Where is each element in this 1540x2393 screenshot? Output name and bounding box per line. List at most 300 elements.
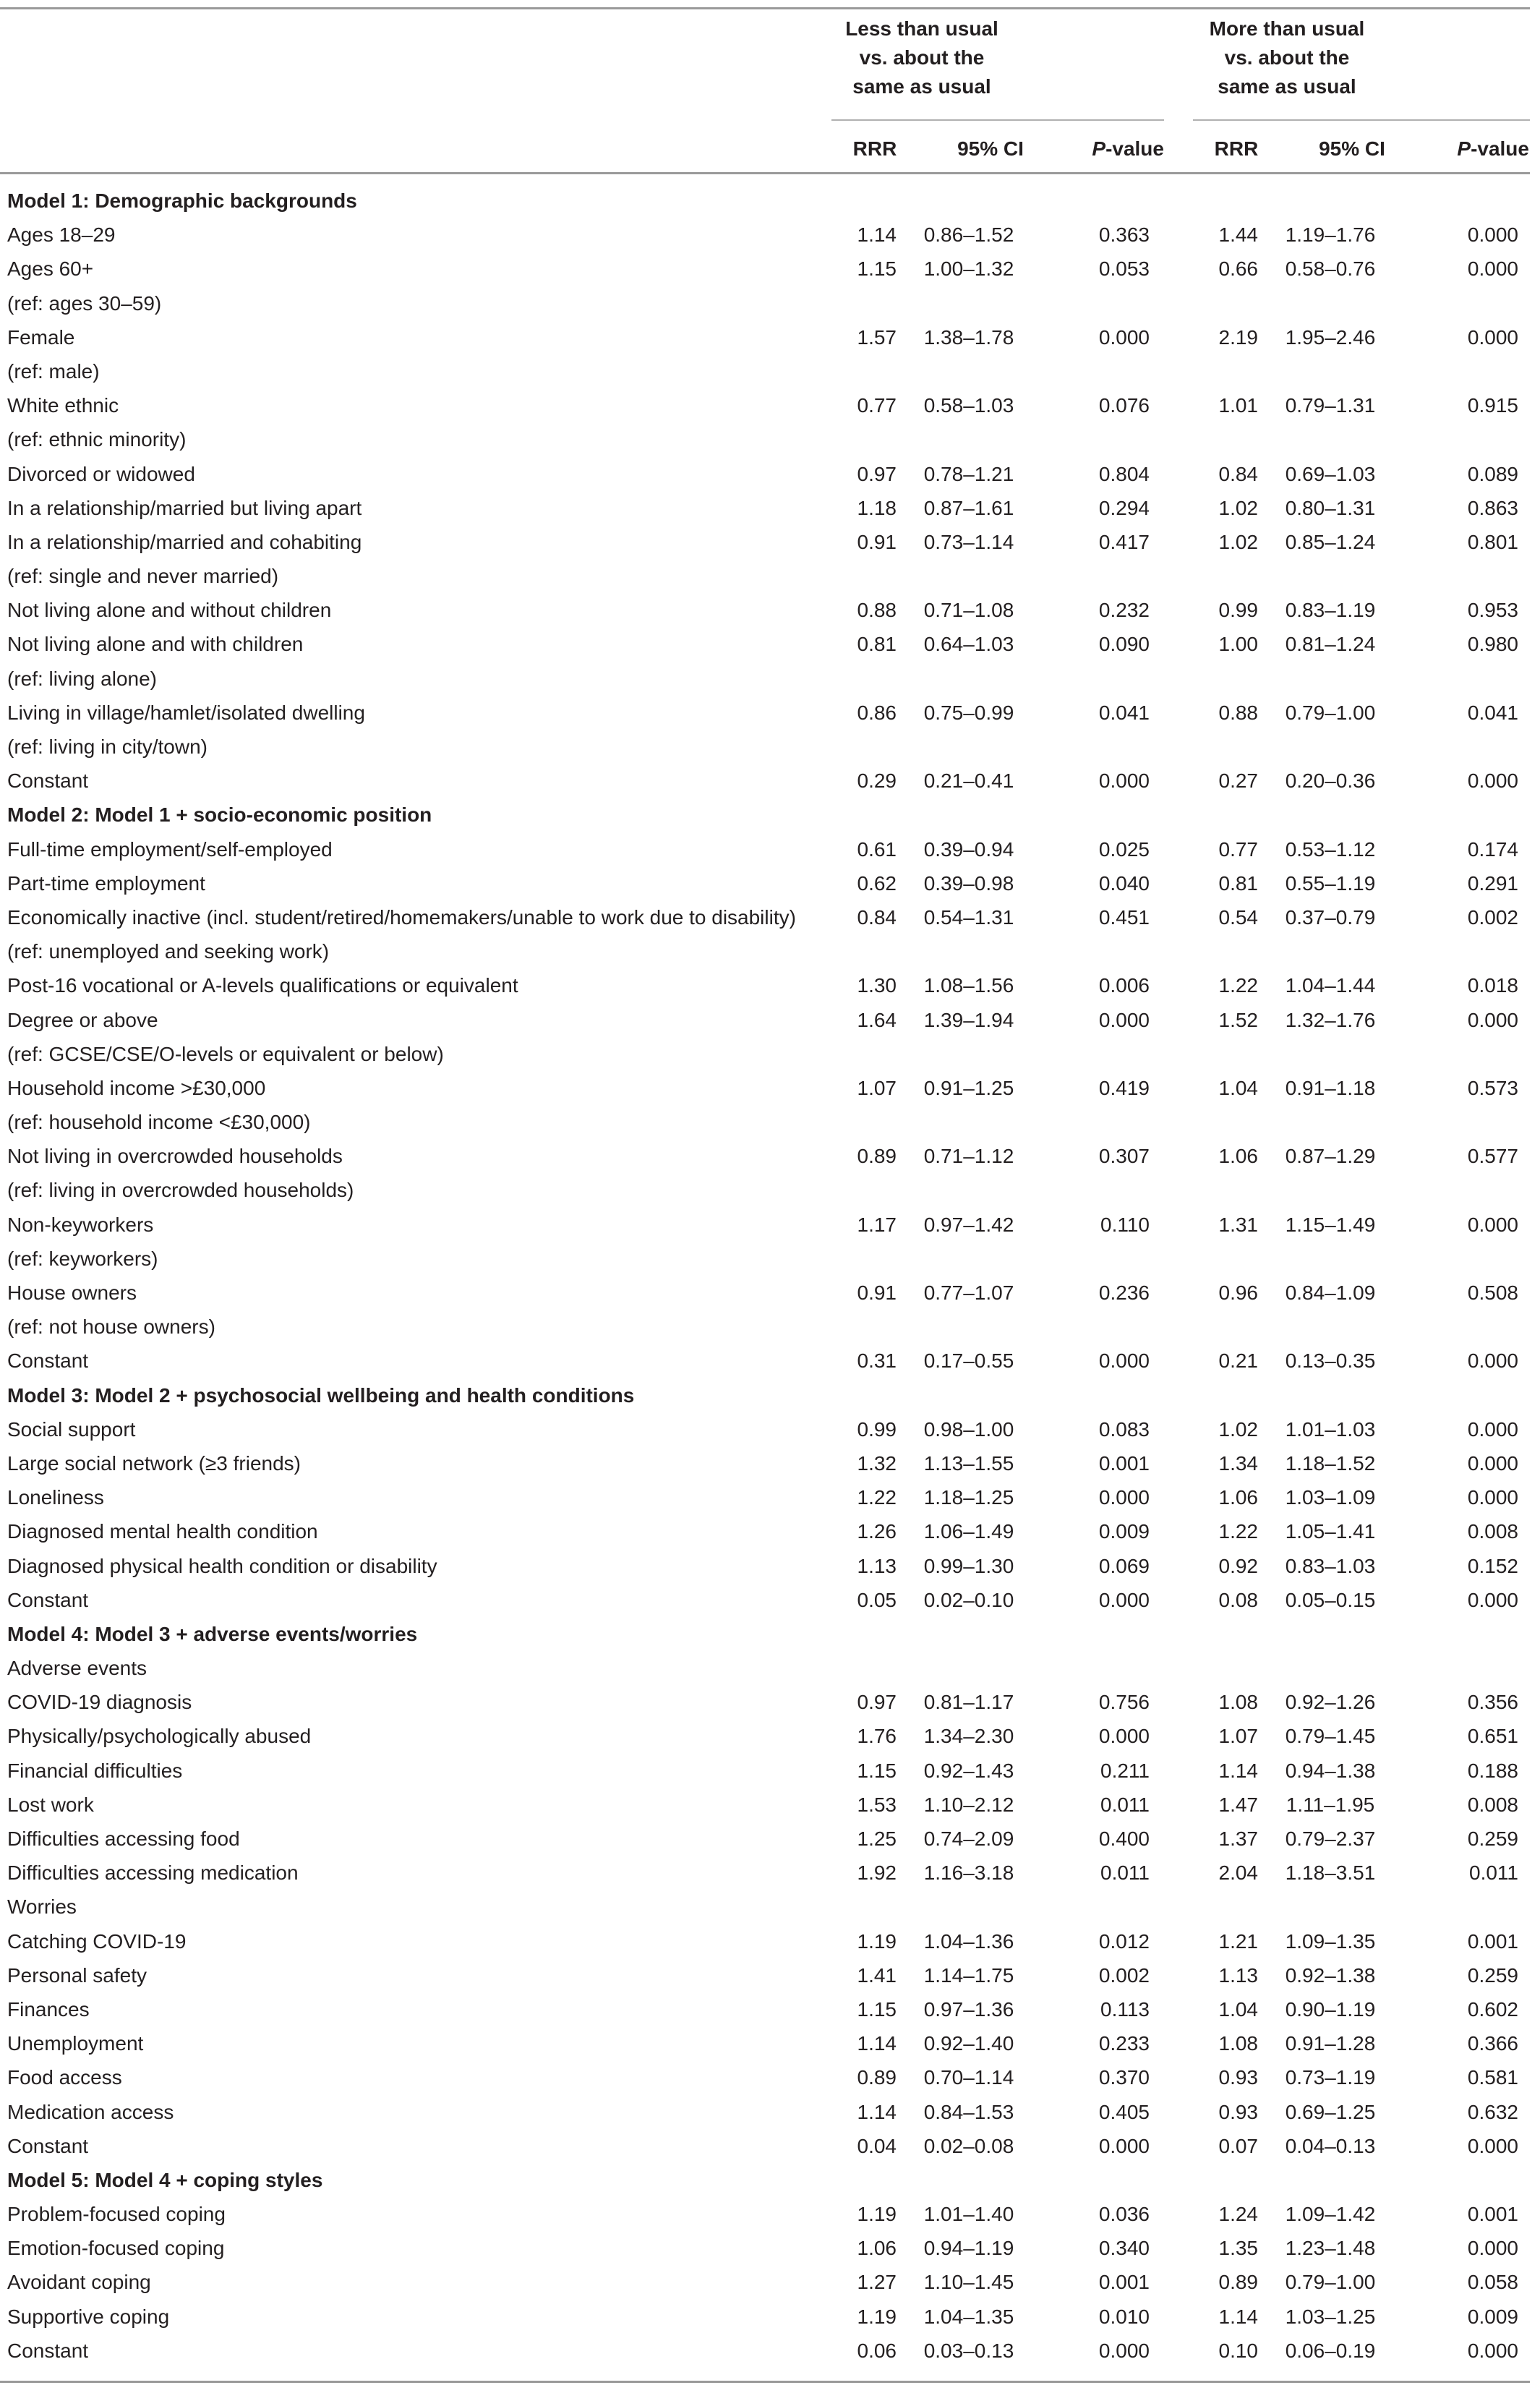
cell-rrr-more: 1.35 bbox=[1218, 2237, 1258, 2260]
cell-ci-less: 1.16–3.18 bbox=[923, 1861, 1014, 1885]
cell-ci-more: 0.79–1.45 bbox=[1285, 1725, 1376, 1748]
table-row bbox=[0, 1685, 1530, 1719]
section-title: Model 4: Model 3 + adverse events/worries bbox=[7, 1622, 418, 1645]
cell-rrr-more: 2.19 bbox=[1218, 325, 1258, 349]
row-label: Medication access bbox=[7, 2100, 174, 2123]
cell-pvalue-more: 0.602 bbox=[1467, 1997, 1518, 2021]
cell-pvalue-less: 0.307 bbox=[1098, 1145, 1150, 1168]
cell-pvalue-more: 0.000 bbox=[1467, 769, 1518, 793]
cell-ci-less: 0.97–1.36 bbox=[923, 1997, 1014, 2021]
cell-rrr-less: 0.97 bbox=[857, 1691, 897, 1714]
cell-ci-more: 0.83–1.03 bbox=[1285, 1554, 1376, 1577]
cell-ci-more: 0.91–1.18 bbox=[1285, 1076, 1376, 1099]
row-label: Ages 18–29 bbox=[7, 223, 116, 247]
cell-ci-less: 0.86–1.52 bbox=[923, 223, 1014, 247]
cell-pvalue-more: 0.000 bbox=[1467, 1213, 1518, 1236]
cell-ci-less: 0.94–1.19 bbox=[923, 2237, 1014, 2260]
table-row bbox=[0, 1003, 1530, 1037]
row-label: White ethnic bbox=[7, 394, 119, 417]
row-label: Social support bbox=[7, 1417, 136, 1441]
table-row bbox=[0, 1310, 1530, 1344]
cell-ci-less: 0.92–1.43 bbox=[923, 1759, 1014, 1782]
table-row bbox=[0, 1139, 1530, 1173]
row-label: Non-keyworkers bbox=[7, 1213, 154, 1236]
cell-rrr-more: 0.21 bbox=[1218, 1349, 1258, 1373]
cell-rrr-less: 1.64 bbox=[857, 1008, 897, 1031]
row-label: Food access bbox=[7, 2066, 122, 2089]
row-label: Living in village/hamlet/isolated dwelling bbox=[7, 701, 365, 724]
section-header-row bbox=[0, 1378, 1530, 1412]
cell-rrr-more: 0.81 bbox=[1218, 871, 1258, 895]
cell-pvalue-less: 0.090 bbox=[1098, 633, 1150, 656]
cell-rrr-less: 0.84 bbox=[857, 905, 897, 929]
cell-pvalue-more: 0.000 bbox=[1467, 1451, 1518, 1475]
cell-ci-more: 0.79–1.00 bbox=[1285, 2271, 1376, 2294]
cell-ci-more: 1.01–1.03 bbox=[1285, 1417, 1376, 1441]
cell-rrr-more: 0.93 bbox=[1218, 2100, 1258, 2123]
cell-rrr-less: 1.17 bbox=[857, 1213, 897, 1236]
cell-ci-less: 0.70–1.14 bbox=[923, 2066, 1014, 2089]
row-label: Ages 60+ bbox=[7, 257, 94, 281]
cell-pvalue-less: 0.000 bbox=[1098, 769, 1150, 793]
cell-rrr-less: 1.19 bbox=[857, 1929, 897, 1953]
col-header-ci-2: 95% CI bbox=[1319, 137, 1385, 160]
cell-pvalue-less: 0.232 bbox=[1098, 599, 1150, 622]
cell-pvalue-more: 0.573 bbox=[1467, 1076, 1518, 1099]
cell-rrr-more: 1.14 bbox=[1218, 2305, 1258, 2328]
table-row bbox=[0, 1754, 1530, 1788]
cell-pvalue-more: 0.863 bbox=[1467, 496, 1518, 519]
cell-ci-more: 1.18–1.52 bbox=[1285, 1451, 1376, 1475]
cell-pvalue-more: 0.632 bbox=[1467, 2100, 1518, 2123]
row-label: (ref: keyworkers) bbox=[7, 1247, 158, 1270]
table-row bbox=[0, 2095, 1530, 2129]
cell-rrr-more: 0.89 bbox=[1218, 2271, 1258, 2294]
cell-rrr-more: 1.14 bbox=[1218, 1759, 1258, 1782]
group-underline-1 bbox=[831, 119, 1164, 121]
cell-pvalue-less: 0.233 bbox=[1098, 2032, 1150, 2055]
cell-pvalue-less: 0.113 bbox=[1100, 1997, 1150, 2021]
top-rule bbox=[0, 7, 1530, 9]
table-row bbox=[0, 1822, 1530, 1856]
cell-rrr-less: 0.91 bbox=[857, 1281, 897, 1304]
cell-rrr-more: 1.04 bbox=[1218, 1997, 1258, 2021]
cell-ci-more: 0.58–0.76 bbox=[1285, 257, 1376, 281]
section-title: Model 1: Demographic backgrounds bbox=[7, 189, 357, 212]
table-row bbox=[0, 2300, 1530, 2334]
cell-rrr-less: 1.14 bbox=[857, 2032, 897, 2055]
cell-ci-less: 1.18–1.25 bbox=[923, 1486, 1014, 1509]
cell-pvalue-more: 0.001 bbox=[1467, 2203, 1518, 2226]
cell-ci-more: 0.83–1.19 bbox=[1285, 599, 1376, 622]
cell-pvalue-less: 0.076 bbox=[1098, 394, 1150, 417]
cell-rrr-more: 1.06 bbox=[1218, 1486, 1258, 1509]
cell-pvalue-less: 0.804 bbox=[1098, 462, 1150, 485]
table-row bbox=[0, 1924, 1530, 1958]
cell-pvalue-less: 0.053 bbox=[1098, 257, 1150, 281]
cell-pvalue-less: 0.025 bbox=[1098, 837, 1150, 861]
cell-pvalue-less: 0.001 bbox=[1098, 1451, 1150, 1475]
cell-pvalue-less: 0.110 bbox=[1100, 1213, 1150, 1236]
cell-rrr-less: 0.89 bbox=[857, 2066, 897, 2089]
table-row bbox=[0, 388, 1530, 422]
cell-pvalue-less: 0.036 bbox=[1098, 2203, 1150, 2226]
cell-rrr-less: 0.31 bbox=[857, 1349, 897, 1373]
cell-ci-more: 0.79–2.37 bbox=[1285, 1827, 1376, 1850]
group-header-less-than-usual: Less than usual vs. about the same as usual bbox=[845, 17, 998, 98]
cell-rrr-more: 0.84 bbox=[1218, 462, 1258, 485]
cell-ci-more: 1.19–1.76 bbox=[1285, 223, 1376, 247]
cell-rrr-less: 0.06 bbox=[857, 2339, 897, 2362]
cell-ci-more: 0.20–0.36 bbox=[1285, 769, 1376, 793]
cell-pvalue-more: 0.000 bbox=[1467, 2237, 1518, 2260]
cell-pvalue-less: 0.000 bbox=[1098, 1349, 1150, 1373]
table-row bbox=[0, 1583, 1530, 1617]
cell-pvalue-more: 0.915 bbox=[1467, 394, 1518, 417]
cell-ci-more: 1.95–2.46 bbox=[1285, 325, 1376, 349]
cell-ci-less: 1.00–1.32 bbox=[923, 257, 1014, 281]
section-title: Model 3: Model 2 + psychosocial wellbeing and health conditions bbox=[7, 1383, 635, 1407]
cell-rrr-more: 1.02 bbox=[1218, 496, 1258, 519]
cell-ci-more: 1.04–1.44 bbox=[1285, 974, 1376, 997]
cell-rrr-more: 0.96 bbox=[1218, 1281, 1258, 1304]
cell-rrr-less: 0.91 bbox=[857, 530, 897, 553]
cell-pvalue-more: 0.001 bbox=[1467, 1929, 1518, 1953]
cell-rrr-more: 1.06 bbox=[1218, 1145, 1258, 1168]
table-row bbox=[0, 1549, 1530, 1583]
table-row bbox=[0, 1446, 1530, 1480]
cell-pvalue-more: 0.000 bbox=[1467, 257, 1518, 281]
cell-ci-more: 0.87–1.29 bbox=[1285, 1145, 1376, 1168]
cell-pvalue-less: 0.011 bbox=[1100, 1793, 1150, 1816]
cell-ci-less: 0.73–1.14 bbox=[923, 530, 1014, 553]
cell-pvalue-more: 0.011 bbox=[1469, 1861, 1518, 1885]
cell-pvalue-less: 0.236 bbox=[1098, 1281, 1150, 1304]
row-label: (ref: ages 30–59) bbox=[7, 291, 162, 315]
table-row bbox=[0, 662, 1530, 696]
row-label: Unemployment bbox=[7, 2032, 144, 2055]
cell-rrr-less: 1.19 bbox=[857, 2203, 897, 2226]
cell-ci-more: 0.79–1.31 bbox=[1285, 394, 1376, 417]
cell-pvalue-more: 0.000 bbox=[1467, 1349, 1518, 1373]
cell-pvalue-more: 0.508 bbox=[1467, 1281, 1518, 1304]
table-row bbox=[0, 627, 1530, 661]
cell-pvalue-more: 0.000 bbox=[1467, 2339, 1518, 2362]
cell-ci-less: 1.01–1.40 bbox=[923, 2203, 1014, 2226]
col-header-rrr-1: RRR bbox=[852, 137, 897, 160]
cell-rrr-less: 1.22 bbox=[857, 1486, 897, 1509]
cell-pvalue-less: 0.000 bbox=[1098, 1486, 1150, 1509]
cell-ci-less: 1.04–1.36 bbox=[923, 1929, 1014, 1953]
cell-ci-less: 1.38–1.78 bbox=[923, 325, 1014, 349]
cell-pvalue-less: 0.000 bbox=[1098, 2134, 1150, 2157]
cell-pvalue-less: 0.000 bbox=[1098, 1008, 1150, 1031]
row-label: Diagnosed physical health condition or disability bbox=[7, 1554, 437, 1577]
cell-rrr-less: 1.32 bbox=[857, 1451, 897, 1475]
cell-rrr-more: 1.31 bbox=[1218, 1213, 1258, 1236]
cell-rrr-less: 1.41 bbox=[857, 1963, 897, 1987]
cell-pvalue-less: 0.041 bbox=[1098, 701, 1150, 724]
table-row bbox=[0, 320, 1530, 354]
row-label: House owners bbox=[7, 1281, 137, 1304]
cell-rrr-more: 1.22 bbox=[1218, 1520, 1258, 1543]
cell-pvalue-less: 0.363 bbox=[1098, 223, 1150, 247]
table-row bbox=[0, 1719, 1530, 1753]
cell-rrr-less: 1.27 bbox=[857, 2271, 897, 2294]
cell-rrr-more: 1.24 bbox=[1218, 2203, 1258, 2226]
cell-ci-more: 0.53–1.12 bbox=[1285, 837, 1376, 861]
cell-rrr-more: 1.02 bbox=[1218, 530, 1258, 553]
cell-ci-less: 0.77–1.07 bbox=[923, 1281, 1014, 1304]
cell-pvalue-less: 0.417 bbox=[1098, 530, 1150, 553]
cell-pvalue-less: 0.012 bbox=[1098, 1929, 1150, 1953]
cell-pvalue-more: 0.577 bbox=[1467, 1145, 1518, 1168]
cell-rrr-less: 0.89 bbox=[857, 1145, 897, 1168]
row-label: Physically/psychologically abused bbox=[7, 1725, 312, 1748]
cell-ci-less: 0.91–1.25 bbox=[923, 1076, 1014, 1099]
cell-ci-more: 0.04–0.13 bbox=[1285, 2134, 1376, 2157]
cell-ci-less: 1.13–1.55 bbox=[923, 1451, 1014, 1475]
cell-pvalue-more: 0.000 bbox=[1467, 1486, 1518, 1509]
cell-ci-less: 1.06–1.49 bbox=[923, 1520, 1014, 1543]
cell-pvalue-less: 0.069 bbox=[1098, 1554, 1150, 1577]
cell-ci-less: 0.74–2.09 bbox=[923, 1827, 1014, 1850]
table-row bbox=[0, 457, 1530, 491]
cell-rrr-less: 0.97 bbox=[857, 462, 897, 485]
cell-rrr-more: 1.02 bbox=[1218, 1417, 1258, 1441]
cell-pvalue-less: 0.083 bbox=[1098, 1417, 1150, 1441]
cell-pvalue-more: 0.174 bbox=[1467, 837, 1518, 861]
cell-ci-less: 0.21–0.41 bbox=[923, 769, 1014, 793]
cell-pvalue-more: 0.000 bbox=[1467, 1417, 1518, 1441]
cell-ci-more: 0.92–1.26 bbox=[1285, 1691, 1376, 1714]
row-label: Part-time employment bbox=[7, 871, 205, 895]
cell-rrr-more: 0.27 bbox=[1218, 769, 1258, 793]
cell-rrr-more: 0.07 bbox=[1218, 2134, 1258, 2157]
table-row bbox=[0, 1890, 1530, 1924]
table-row bbox=[0, 2060, 1530, 2094]
row-label: Not living in overcrowded households bbox=[7, 1145, 343, 1168]
cell-rrr-more: 0.10 bbox=[1218, 2339, 1258, 2362]
table-row bbox=[0, 764, 1530, 798]
col-header-pvalue-1: P-value bbox=[1092, 137, 1164, 160]
cell-ci-more: 0.55–1.19 bbox=[1285, 871, 1376, 895]
table-row bbox=[0, 696, 1530, 730]
table-row bbox=[0, 2197, 1530, 2231]
cell-ci-less: 0.02–0.08 bbox=[923, 2134, 1014, 2157]
cell-pvalue-more: 0.356 bbox=[1467, 1691, 1518, 1714]
cell-rrr-more: 0.08 bbox=[1218, 1588, 1258, 1611]
cell-pvalue-more: 0.008 bbox=[1467, 1520, 1518, 1543]
cell-pvalue-more: 0.009 bbox=[1467, 2305, 1518, 2328]
cell-ci-more: 1.15–1.49 bbox=[1285, 1213, 1376, 1236]
cell-rrr-more: 1.34 bbox=[1218, 1451, 1258, 1475]
row-label: (ref: household income <£30,000) bbox=[7, 1111, 311, 1134]
table-row bbox=[0, 1856, 1530, 1890]
row-label: Finances bbox=[7, 1997, 90, 2021]
cell-ci-less: 0.75–0.99 bbox=[923, 701, 1014, 724]
row-label: Difficulties accessing food bbox=[7, 1827, 240, 1850]
cell-ci-less: 1.08–1.56 bbox=[923, 974, 1014, 997]
cell-ci-more: 0.69–1.03 bbox=[1285, 462, 1376, 485]
cell-pvalue-more: 0.018 bbox=[1467, 974, 1518, 997]
header-rule bbox=[0, 172, 1530, 174]
table-row bbox=[0, 2026, 1530, 2060]
row-label: (ref: GCSE/CSE/O-levels or equivalent or below) bbox=[7, 1042, 444, 1065]
table-row bbox=[0, 1037, 1530, 1071]
row-label: Emotion-focused coping bbox=[7, 2237, 225, 2260]
row-label: COVID-19 diagnosis bbox=[7, 1691, 192, 1714]
cell-rrr-less: 0.88 bbox=[857, 599, 897, 622]
cell-pvalue-more: 0.366 bbox=[1467, 2032, 1518, 2055]
row-label: Constant bbox=[7, 1588, 89, 1611]
cell-pvalue-more: 0.152 bbox=[1467, 1554, 1518, 1577]
cell-ci-more: 1.32–1.76 bbox=[1285, 1008, 1376, 1031]
cell-pvalue-more: 0.000 bbox=[1467, 325, 1518, 349]
row-label: Large social network (≥3 friends) bbox=[7, 1451, 301, 1475]
cell-rrr-more: 0.99 bbox=[1218, 599, 1258, 622]
cell-pvalue-more: 0.000 bbox=[1467, 223, 1518, 247]
cell-ci-less: 0.71–1.12 bbox=[923, 1145, 1014, 1168]
cell-ci-more: 0.90–1.19 bbox=[1285, 1997, 1376, 2021]
section-title: Model 2: Model 1 + socio-economic position bbox=[7, 803, 432, 827]
cell-pvalue-more: 0.000 bbox=[1467, 2134, 1518, 2157]
cell-rrr-less: 0.05 bbox=[857, 1588, 897, 1611]
cell-ci-more: 0.92–1.38 bbox=[1285, 1963, 1376, 1987]
cell-ci-more: 0.91–1.28 bbox=[1285, 2032, 1376, 2055]
row-label: Difficulties accessing medication bbox=[7, 1861, 299, 1885]
cell-ci-more: 0.79–1.00 bbox=[1285, 701, 1376, 724]
cell-rrr-more: 1.04 bbox=[1218, 1076, 1258, 1099]
cell-rrr-less: 1.14 bbox=[857, 2100, 897, 2123]
cell-rrr-more: 0.54 bbox=[1218, 905, 1258, 929]
cell-pvalue-more: 0.259 bbox=[1467, 1963, 1518, 1987]
cell-pvalue-more: 0.291 bbox=[1467, 871, 1518, 895]
table-row bbox=[0, 525, 1530, 559]
group-underline-2 bbox=[1193, 119, 1530, 121]
cell-rrr-more: 0.92 bbox=[1218, 1554, 1258, 1577]
section-header-row bbox=[0, 2163, 1530, 2197]
col-header-ci-1: 95% CI bbox=[957, 137, 1024, 160]
cell-rrr-less: 1.15 bbox=[857, 1997, 897, 2021]
cell-rrr-less: 1.57 bbox=[857, 325, 897, 349]
cell-ci-less: 0.17–0.55 bbox=[923, 1349, 1014, 1373]
cell-pvalue-less: 0.002 bbox=[1098, 1963, 1150, 1987]
table-row bbox=[0, 1412, 1530, 1446]
row-label: Diagnosed mental health condition bbox=[7, 1520, 318, 1543]
cell-rrr-less: 0.81 bbox=[857, 633, 897, 656]
cell-ci-less: 0.97–1.42 bbox=[923, 1213, 1014, 1236]
cell-ci-more: 1.05–1.41 bbox=[1285, 1520, 1376, 1543]
cell-rrr-less: 1.13 bbox=[857, 1554, 897, 1577]
cell-rrr-less: 1.76 bbox=[857, 1725, 897, 1748]
col-header-rrr-2: RRR bbox=[1214, 137, 1259, 160]
cell-pvalue-less: 0.000 bbox=[1098, 1725, 1150, 1748]
cell-rrr-less: 0.99 bbox=[857, 1417, 897, 1441]
cell-ci-more: 0.13–0.35 bbox=[1285, 1349, 1376, 1373]
cell-rrr-more: 1.00 bbox=[1218, 633, 1258, 656]
cell-pvalue-more: 0.089 bbox=[1467, 462, 1518, 485]
cell-rrr-more: 0.77 bbox=[1218, 837, 1258, 861]
cell-ci-more: 1.09–1.35 bbox=[1285, 1929, 1376, 1953]
cell-pvalue-less: 0.040 bbox=[1098, 871, 1150, 895]
cell-ci-less: 0.92–1.40 bbox=[923, 2032, 1014, 2055]
table-row bbox=[0, 1958, 1530, 1992]
cell-ci-more: 0.81–1.24 bbox=[1285, 633, 1376, 656]
table-row bbox=[0, 354, 1530, 388]
table-row bbox=[0, 218, 1530, 252]
cell-rrr-more: 0.93 bbox=[1218, 2066, 1258, 2089]
cell-pvalue-less: 0.756 bbox=[1098, 1691, 1150, 1714]
cell-rrr-more: 1.13 bbox=[1218, 1963, 1258, 1987]
cell-pvalue-more: 0.651 bbox=[1467, 1725, 1518, 1748]
table-row bbox=[0, 559, 1530, 593]
cell-ci-less: 0.54–1.31 bbox=[923, 905, 1014, 929]
table-body bbox=[0, 184, 1530, 2368]
cell-pvalue-more: 0.058 bbox=[1467, 2271, 1518, 2294]
row-label: (ref: single and never married) bbox=[7, 565, 279, 588]
cell-rrr-less: 1.18 bbox=[857, 496, 897, 519]
row-label: In a relationship/married and cohabiting bbox=[7, 530, 362, 553]
table-row bbox=[0, 593, 1530, 627]
table-row bbox=[0, 968, 1530, 1002]
table-row bbox=[0, 730, 1530, 764]
table-row bbox=[0, 2334, 1530, 2368]
section-header-row bbox=[0, 184, 1530, 218]
cell-rrr-less: 0.61 bbox=[857, 837, 897, 861]
row-label: (ref: living in overcrowded households) bbox=[7, 1179, 354, 1202]
cell-pvalue-more: 0.801 bbox=[1467, 530, 1518, 553]
cell-ci-less: 0.58–1.03 bbox=[923, 394, 1014, 417]
cell-rrr-more: 1.52 bbox=[1218, 1008, 1258, 1031]
row-label: Lost work bbox=[7, 1793, 94, 1816]
cell-rrr-less: 1.07 bbox=[857, 1076, 897, 1099]
table-row bbox=[0, 1344, 1530, 1378]
cell-pvalue-less: 0.006 bbox=[1098, 974, 1150, 997]
cell-rrr-less: 1.26 bbox=[857, 1520, 897, 1543]
row-label: Personal safety bbox=[7, 1963, 147, 1987]
cell-ci-more: 1.03–1.09 bbox=[1285, 1486, 1376, 1509]
cell-rrr-less: 0.04 bbox=[857, 2134, 897, 2157]
cell-rrr-less: 0.86 bbox=[857, 701, 897, 724]
table-row bbox=[0, 1480, 1530, 1514]
cell-rrr-less: 0.62 bbox=[857, 871, 897, 895]
cell-rrr-more: 1.01 bbox=[1218, 394, 1258, 417]
cell-pvalue-less: 0.294 bbox=[1098, 496, 1150, 519]
row-label: (ref: not house owners) bbox=[7, 1315, 215, 1339]
cell-pvalue-more: 0.188 bbox=[1467, 1759, 1518, 1782]
cell-rrr-less: 1.06 bbox=[857, 2237, 897, 2260]
table-row bbox=[0, 1105, 1530, 1139]
cell-pvalue-more: 0.259 bbox=[1467, 1827, 1518, 1850]
table-row bbox=[0, 1173, 1530, 1207]
cell-rrr-less: 1.14 bbox=[857, 223, 897, 247]
table-row bbox=[0, 491, 1530, 525]
row-label: Full-time employment/self-employed bbox=[7, 837, 333, 861]
cell-rrr-more: 1.47 bbox=[1218, 1793, 1258, 1816]
row-label: (ref: ethnic minority) bbox=[7, 428, 187, 451]
cell-rrr-less: 0.77 bbox=[857, 394, 897, 417]
table-row bbox=[0, 934, 1530, 968]
cell-ci-less: 0.64–1.03 bbox=[923, 633, 1014, 656]
row-label: Worries bbox=[7, 1895, 77, 1919]
table-row bbox=[0, 1242, 1530, 1276]
cell-pvalue-less: 0.000 bbox=[1098, 2339, 1150, 2362]
cell-rrr-more: 0.66 bbox=[1218, 257, 1258, 281]
cell-pvalue-more: 0.953 bbox=[1467, 599, 1518, 622]
cell-rrr-more: 1.08 bbox=[1218, 2032, 1258, 2055]
cell-pvalue-more: 0.041 bbox=[1467, 701, 1518, 724]
